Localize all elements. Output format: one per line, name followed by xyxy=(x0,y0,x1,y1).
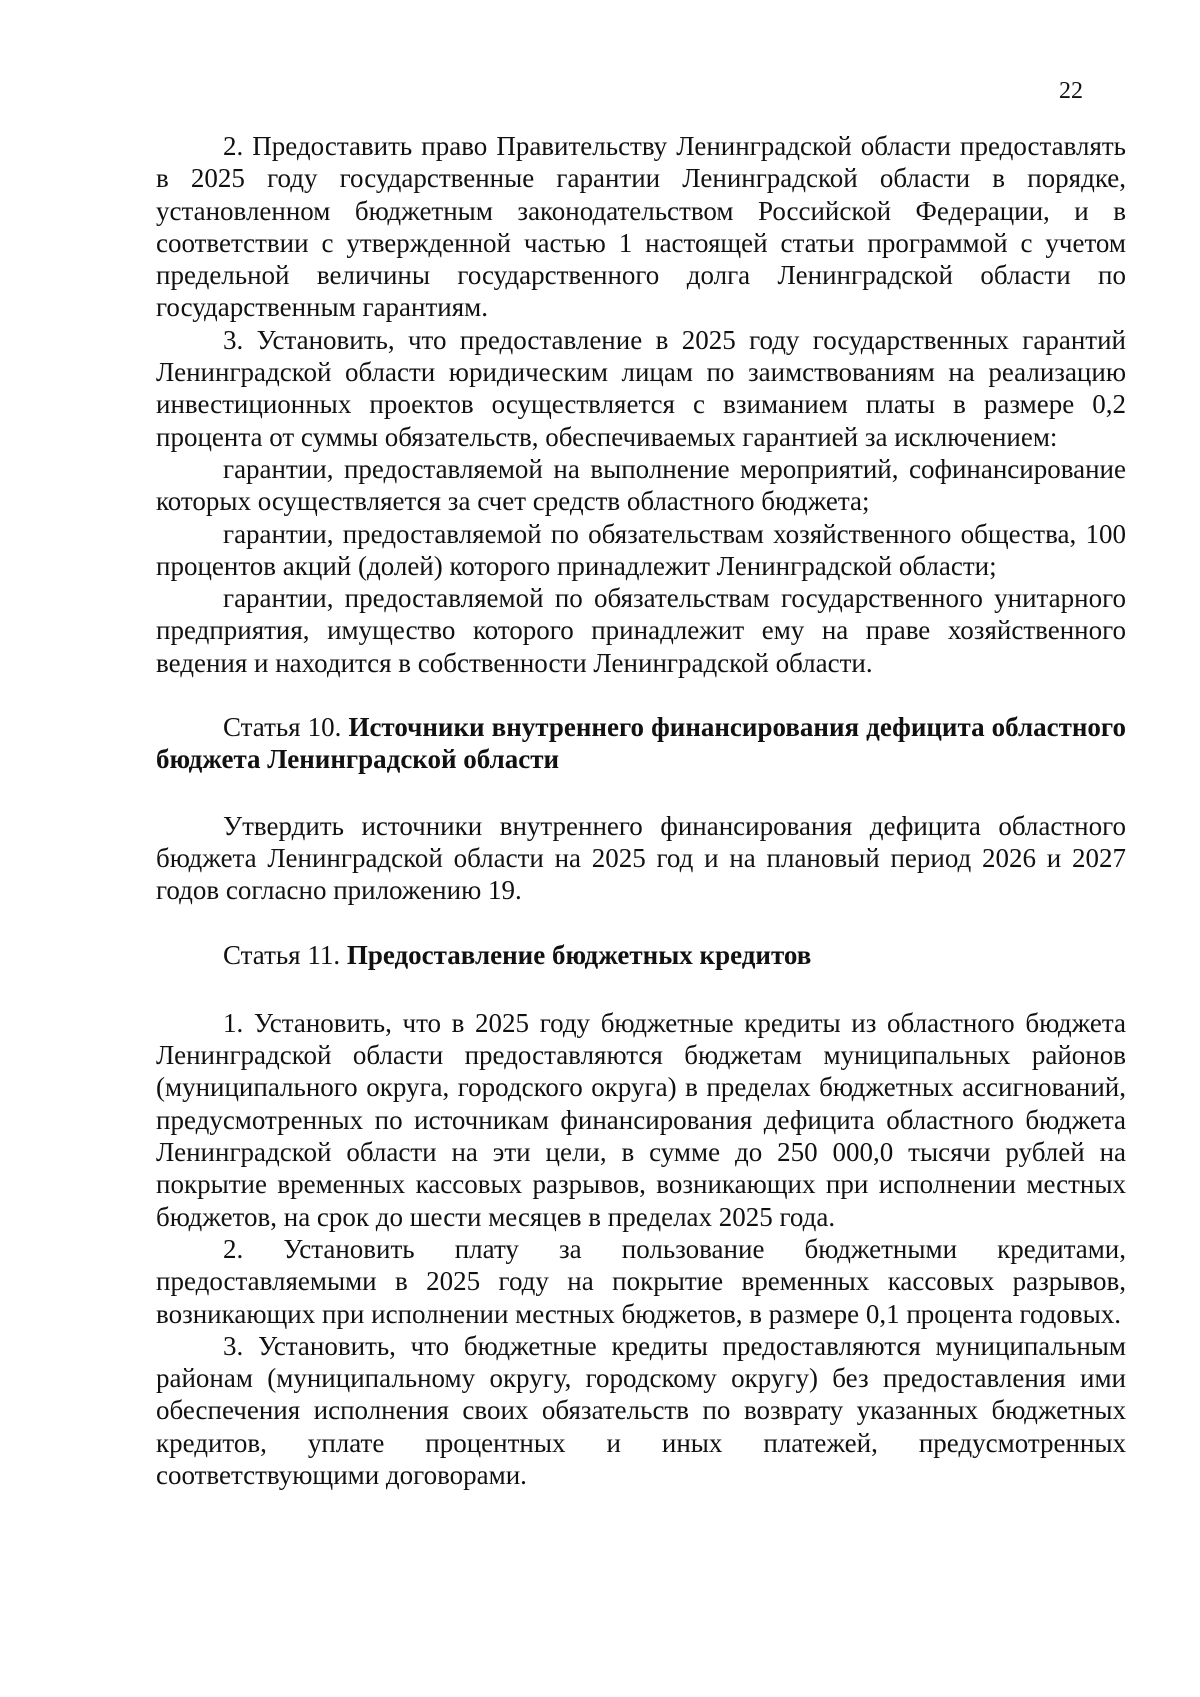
document-body xyxy=(156,130,1126,1491)
article-11-prefix: Статья 11. xyxy=(223,939,347,970)
article-11-title: Предоставление бюджетных кредитов xyxy=(346,939,812,970)
article-11-paragraph-1: 1. Установить, что в 2025 году бюджетные кредиты из областного бюджета Ленинградской области предоставляются бюджетам муниципальных районов (муниципального округа, городского округа) в пределах бюджетных ассигнований, предусмотренных по источникам финансирования дефицита областного бюджета Ленинградской области на эти цели, в сумме до 250 000,0 тысячи рублей на покрытие временных кассовых разрывов, возникающих при исполнении местных бюджетов, на срок до шести месяцев в пределах 2025 года. xyxy=(156,1007,1126,1232)
article-11-heading xyxy=(156,939,1126,971)
paragraph-guarantees-fee: 3. Установить, что предоставление в 2025 году государственных гарантий Ленинградской области юридическим лицам по заимствованиям на реализацию инвестиционных проектов осуществляется с взиманием платы в размере 0,2 процента от суммы обязательств, обеспечиваемых гарантией за исключением: xyxy=(156,324,1126,452)
paragraph-guarantees-right: 2. Предоставить право Правительству Ленинградской области предоставлять в 2025 году государственные гарантии Ленинградской области в порядке, установленном бюджетным законодательством Российской Федерации, и в соответствии с утвержденной частью 1 настоящей статьи программой с учетом предельной величины государственного долга Ленинградской области по государственным гарантиям. xyxy=(156,131,1126,323)
article-10-heading xyxy=(156,711,1126,776)
exception-item-cofinancing: гарантии, предоставляемой на выполнение мероприятий, софинансирование которых осуществляется за счет средств областного бюджета; xyxy=(156,453,1126,517)
article-10-text: Утвердить источники внутреннего финансирования дефицита областного бюджета Ленинградской области на 2025 год и на плановый период 2026 и 2027 годов согласно приложению 19. xyxy=(156,810,1126,906)
article-11-paragraph-3: 3. Установить, что бюджетные кредиты предоставляются муниципальным районам (муниципальному округу, городскому округу) без предоставления ими обеспечения исполнения своих обязательств по возврату указанных бюджетных кредитов, уплате процентных и иных платежей, предусмотренных соответствующими договорами. xyxy=(156,1330,1126,1490)
article-11-paragraph-2: 2. Установить плату за пользование бюджетными кредитами, предоставляемыми в 2025 году на покрытие временных кассовых разрывов, возникающих при исполнении местных бюджетов, в размере 0,1 процента годовых. xyxy=(156,1233,1126,1329)
article-10-prefix: Статья 10. xyxy=(223,712,349,743)
exception-item-company: гарантии, предоставляемой по обязательствам хозяйственного общества, 100 процентов акций (долей) которого принадлежит Ленинградской области; xyxy=(156,518,1126,581)
article-10-title: Источники внутреннего финансирования дефицита областного бюджета Ленинградской области xyxy=(156,712,1126,775)
page-number: 22 xyxy=(1059,78,1083,104)
exception-item-unitary-enterprise: гарантии, предоставляемой по обязательствам государственного унитарного предприятия, имущество которого принадлежит ему на праве хозяйственного ведения и находится в собственности Ленинградской области. xyxy=(156,583,1126,678)
